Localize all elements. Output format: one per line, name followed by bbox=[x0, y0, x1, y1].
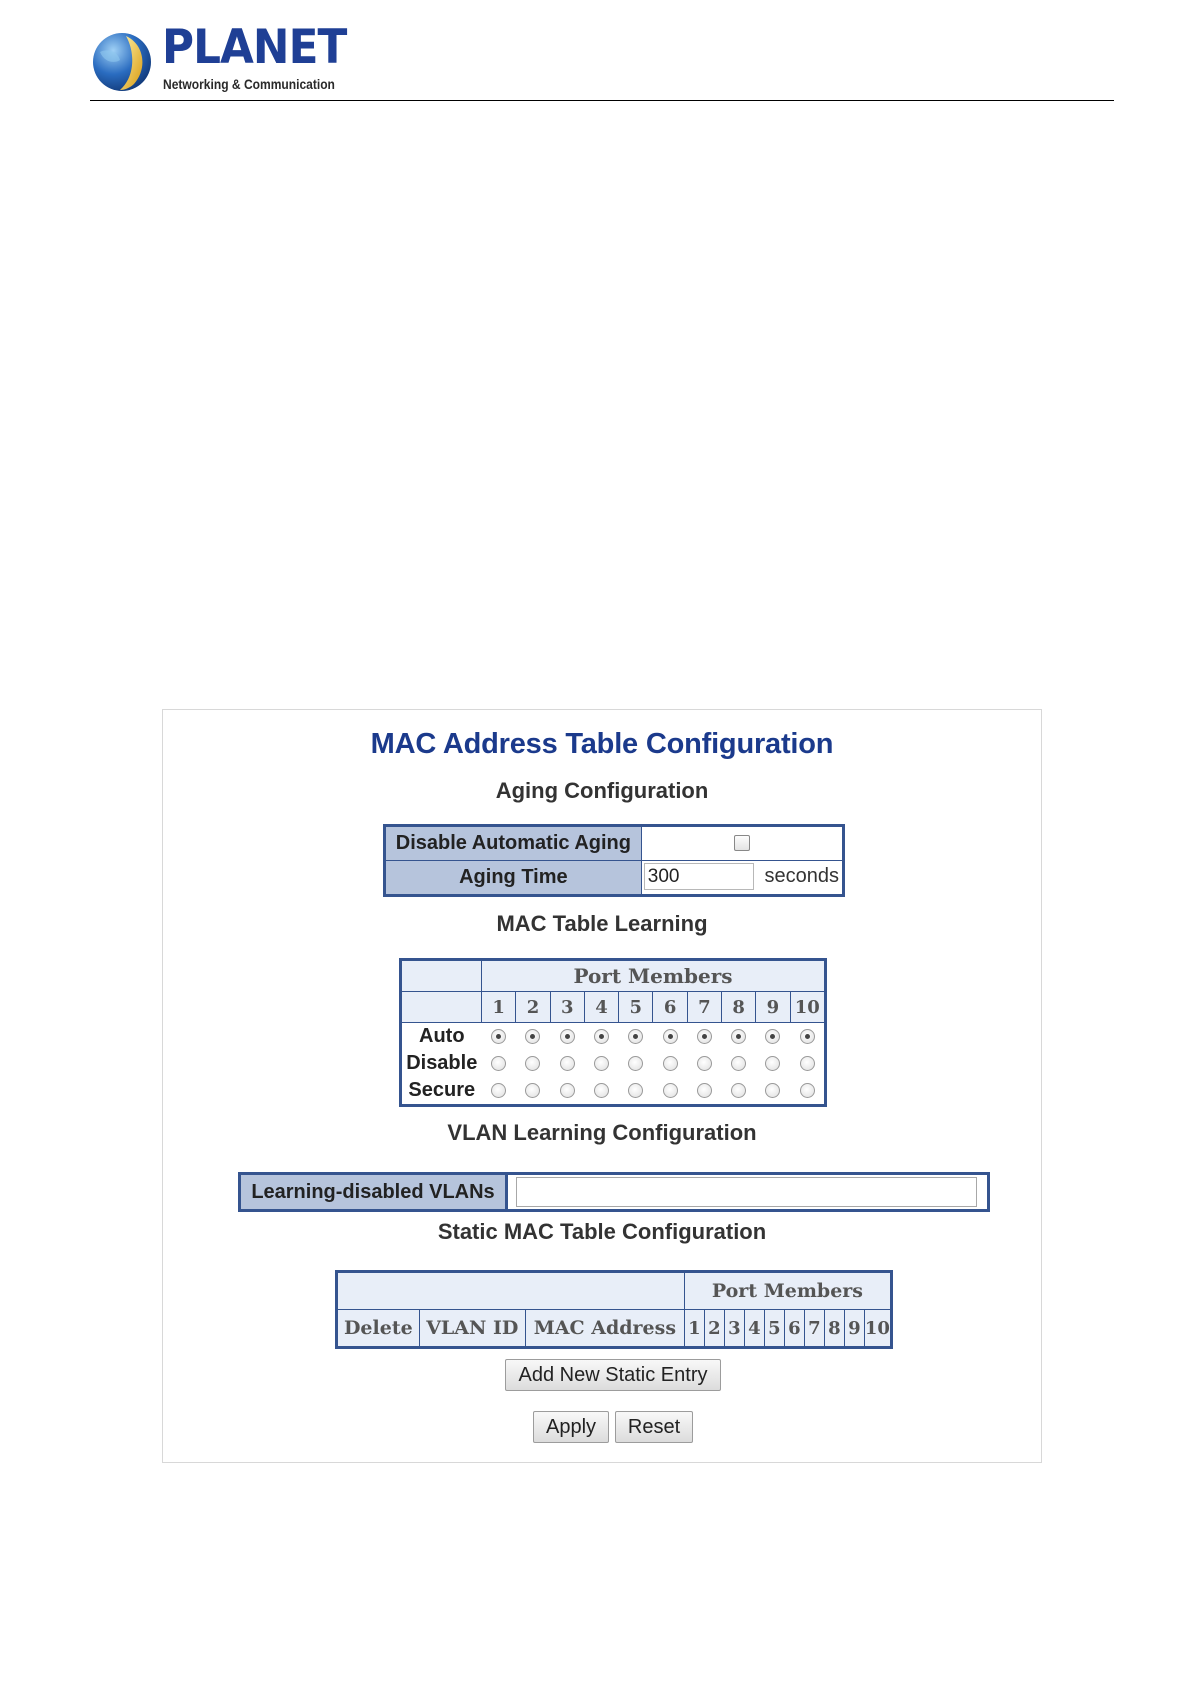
static-port-header: 2 bbox=[704, 1310, 724, 1348]
learning-secure-radio[interactable] bbox=[765, 1083, 780, 1098]
vlan-section-title: VLAN Learning Configuration bbox=[447, 1120, 757, 1145]
add-new-static-entry-button[interactable]: Add New Static Entry bbox=[505, 1359, 721, 1391]
aging-time-unit: seconds bbox=[764, 865, 839, 887]
learning-auto-radio[interactable] bbox=[731, 1029, 746, 1044]
learning-secure-radio[interactable] bbox=[525, 1083, 540, 1098]
learning-disable-radio[interactable] bbox=[731, 1056, 746, 1071]
brand-tagline: Networking & Communication bbox=[163, 76, 335, 92]
learning-mode-row bbox=[401, 1077, 826, 1106]
static-port-header: 7 bbox=[804, 1310, 824, 1348]
learning-secure-radio[interactable] bbox=[628, 1083, 643, 1098]
learning-port-header: 6 bbox=[653, 992, 687, 1023]
learning-secure-radio[interactable] bbox=[800, 1083, 815, 1098]
learning-disabled-vlans-input[interactable] bbox=[516, 1177, 977, 1207]
learning-port-members-header: Port Members bbox=[482, 960, 826, 992]
reset-button[interactable]: Reset bbox=[615, 1411, 693, 1443]
learning-table bbox=[399, 958, 827, 1107]
aging-section-title: Aging Configuration bbox=[495, 778, 709, 803]
learning-auto-radio[interactable] bbox=[525, 1029, 540, 1044]
learning-corner-2 bbox=[401, 992, 482, 1023]
learning-port-header: 5 bbox=[619, 992, 653, 1023]
learning-auto-radio[interactable] bbox=[594, 1029, 609, 1044]
aging-table bbox=[383, 824, 845, 897]
learning-auto-radio[interactable] bbox=[663, 1029, 678, 1044]
learning-mode-row bbox=[401, 1023, 826, 1051]
learning-disable-radio[interactable] bbox=[628, 1056, 643, 1071]
disable-aging-label: Disable Automatic Aging bbox=[385, 826, 642, 861]
static-port-header: 8 bbox=[824, 1310, 844, 1348]
static-column-header: VLAN ID bbox=[419, 1310, 525, 1348]
learning-port-header: 4 bbox=[584, 992, 618, 1023]
page-title: MAC Address Table Configuration bbox=[370, 728, 834, 760]
learning-disable-radio[interactable] bbox=[560, 1056, 575, 1071]
learning-port-header: 3 bbox=[550, 992, 584, 1023]
learning-port-header: 2 bbox=[516, 992, 550, 1023]
learning-auto-radio[interactable] bbox=[765, 1029, 780, 1044]
static-port-header: 6 bbox=[784, 1310, 804, 1348]
brand-name: PLANET bbox=[162, 20, 347, 75]
learning-mode-label: Auto bbox=[401, 1023, 482, 1051]
learning-port-header: 9 bbox=[756, 992, 790, 1023]
learning-mode-label: Secure bbox=[401, 1077, 482, 1106]
learning-mode-label: Disable bbox=[401, 1050, 482, 1077]
learning-auto-radio[interactable] bbox=[697, 1029, 712, 1044]
learning-port-header: 10 bbox=[790, 992, 825, 1023]
learning-secure-radio[interactable] bbox=[731, 1083, 746, 1098]
static-port-header: 1 bbox=[684, 1310, 704, 1348]
vlan-table bbox=[238, 1172, 990, 1212]
apply-button[interactable]: Apply bbox=[533, 1411, 609, 1443]
learning-disabled-vlans-label: Learning-disabled VLANs bbox=[240, 1174, 507, 1211]
learning-auto-radio[interactable] bbox=[800, 1029, 815, 1044]
learning-mode-row bbox=[401, 1050, 826, 1077]
learning-port-header: 1 bbox=[482, 992, 516, 1023]
learning-port-header: 7 bbox=[687, 992, 721, 1023]
learning-section-title: MAC Table Learning bbox=[496, 911, 708, 936]
learning-disable-radio[interactable] bbox=[594, 1056, 609, 1071]
static-section-title: Static MAC Table Configuration bbox=[437, 1219, 767, 1244]
static-port-header: 3 bbox=[724, 1310, 744, 1348]
globe-icon bbox=[90, 30, 154, 94]
header-divider bbox=[90, 100, 1114, 101]
static-port-header: 10 bbox=[864, 1310, 891, 1348]
learning-secure-radio[interactable] bbox=[663, 1083, 678, 1098]
learning-port-header: 8 bbox=[722, 992, 756, 1023]
learning-secure-radio[interactable] bbox=[594, 1083, 609, 1098]
disable-aging-checkbox[interactable] bbox=[734, 835, 750, 851]
config-panel bbox=[162, 709, 1042, 1463]
aging-time-input[interactable] bbox=[644, 863, 754, 890]
static-corner bbox=[337, 1272, 685, 1310]
learning-corner bbox=[401, 960, 482, 992]
learning-disable-radio[interactable] bbox=[525, 1056, 540, 1071]
learning-disable-radio[interactable] bbox=[491, 1056, 506, 1071]
learning-auto-radio[interactable] bbox=[560, 1029, 575, 1044]
learning-disable-radio[interactable] bbox=[663, 1056, 678, 1071]
static-column-header: Delete bbox=[337, 1310, 420, 1348]
static-port-members-header: Port Members bbox=[684, 1272, 891, 1310]
learning-auto-radio[interactable] bbox=[491, 1029, 506, 1044]
static-column-header: MAC Address bbox=[525, 1310, 684, 1348]
learning-disable-radio[interactable] bbox=[697, 1056, 712, 1071]
learning-secure-radio[interactable] bbox=[491, 1083, 506, 1098]
planet-logo bbox=[90, 20, 350, 96]
learning-disable-radio[interactable] bbox=[765, 1056, 780, 1071]
static-port-header: 9 bbox=[844, 1310, 864, 1348]
learning-auto-radio[interactable] bbox=[628, 1029, 643, 1044]
learning-secure-radio[interactable] bbox=[560, 1083, 575, 1098]
static-port-header: 4 bbox=[744, 1310, 764, 1348]
static-mac-table bbox=[335, 1270, 893, 1349]
learning-disable-radio[interactable] bbox=[800, 1056, 815, 1071]
aging-time-label: Aging Time bbox=[385, 861, 642, 896]
learning-secure-radio[interactable] bbox=[697, 1083, 712, 1098]
static-port-header: 5 bbox=[764, 1310, 784, 1348]
